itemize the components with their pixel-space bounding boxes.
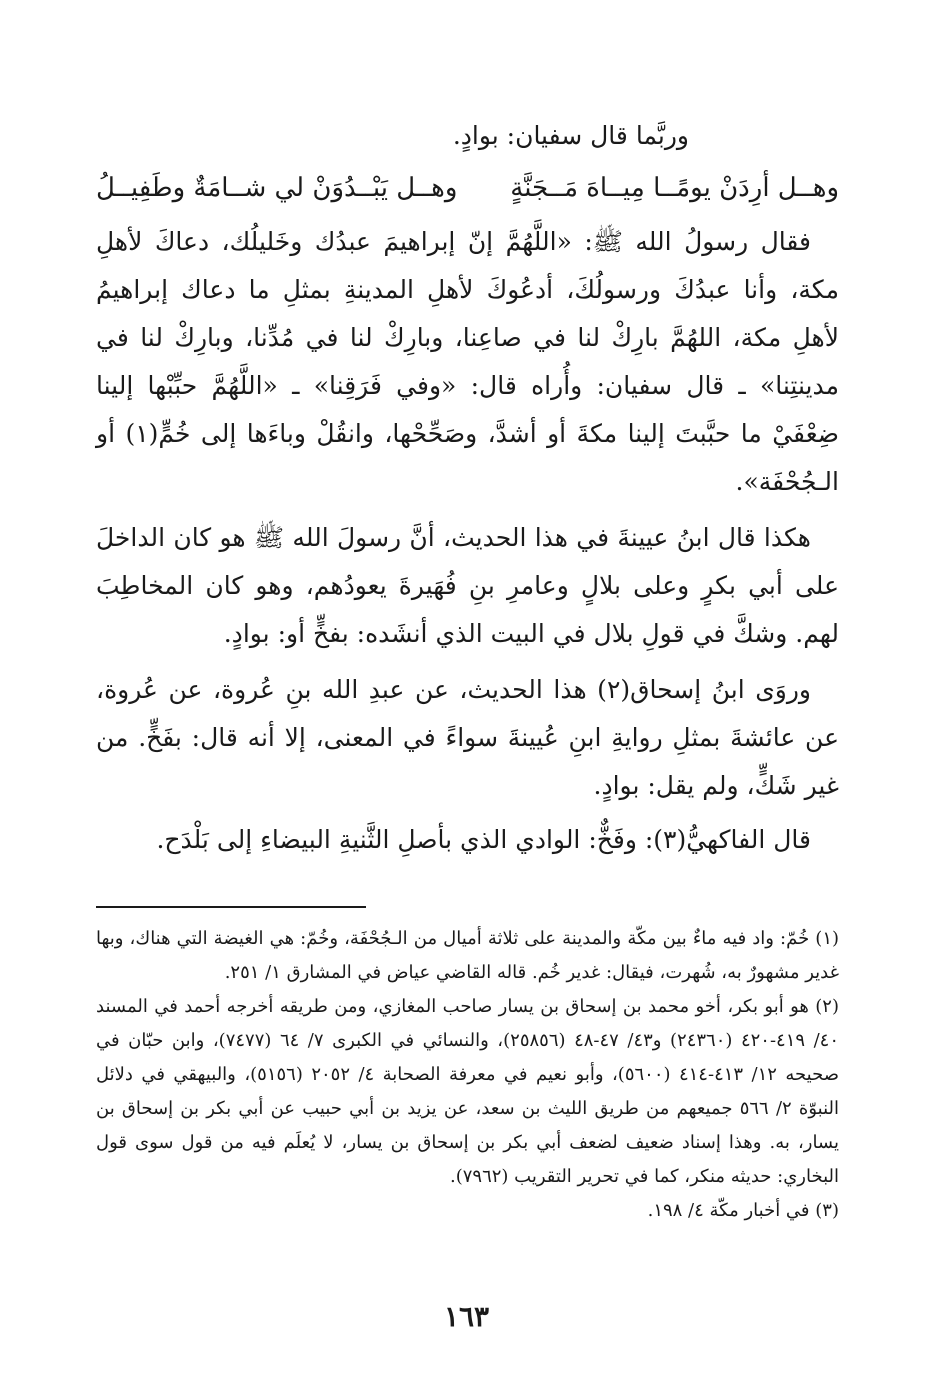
verse-second-hemistich: وهــل يَبْــدُوَنْ لي شــامَةٌ وطَفِيــلُ bbox=[96, 173, 458, 203]
paragraph: فقال رسولُ الله ﷺ: «اللَّهُمَّ إنّ إبراهيمَ عبدُك وخَليلُك، دعاكَ لأهلِ مكة، وأنا عبدُكَ ورسولُكَ، أدعُوكَ لأهلِ المدينةِ بمثلِ ما دعاك إبراهيمُ لأهلِ مكة، اللهُمَّ بارِكْ لنا في صاعِنا، وبارِكْ لنا في مُدِّنا، وبارِكْ لنا في مدينتِنا» ـ قال سفيان: وأُراه قال: «وفي فَرَقِنا» ـ «اللَّهُمَّ حبِّبْها إلينا ضِعْفَيْ ما حبَّبتَ إلينا مكةَ أو أشدَّ، وصَحِّحْها، وانقُلْ وباءَها إلى خُمٍّ(١) أو الـجُحْفَة». bbox=[96, 227, 839, 496]
page-number: ١٦٣ bbox=[443, 1300, 490, 1333]
footnote: (٢) هو أبو بكر، أخو محمد بن إسحاق بن يسار صاحب المغازي، ومن طريقه أخرجه أحمد في المسند ٤٠/ ٤١٩-٤٢٠ (٢٤٣٦٠) و٤٣/ ٤٧-٤٨ (٢٥٨٥٦)، والنسائي في الكبرى ٧/ ٦٤ (٧٤٧٧)، وابن حبّان في صحيحه ١٢/ ٤١٣-٤١٤ (٥٦٠٠)، وأبو نعيم في معرفة الصحابة ٤/ ٢٠٥٢ (٥١٥٦)، والبيهقي في دلائل النبوّة ٢/ ٥٦٦ جميعهم من طريق الليث بن سعد، عن يزيد بن أبي حبيب عن أبي بكر بن إسحاق بن يسار، به. وهذا إسناد ضعيف لضعف أبي بكر بن إسحاق بن يسار، لا يُعلَم فيه من قول سوى قول البخاري: حديثه منكر، كما في تحرير التقريب (٧٩٦٢). bbox=[96, 996, 840, 1187]
footnote: (٣) في أخبار مكّة ٤/ ١٩٨. bbox=[647, 1200, 839, 1221]
paragraph-last-line: قال الفاكهيُّ(٣): وفَخٌّ: الوادي الذي بأصلِ الثَّنيةِ البيضاءِ إلى بَلْدَح. bbox=[156, 825, 811, 854]
main-text bbox=[96, 112, 839, 864]
paragraph: وروَى ابنُ إسحاق(٢) هذا الحديث، عن عبدِ الله بنِ عُروة، عن عُروة، عن عائشةَ بمثلِ روايةِ ابنِ عُيينةَ سواءً في المعنى، إلا أنه قال: بفَخٍّ. من غير شَكٍّ، ولم يقل: بوادٍ. bbox=[96, 675, 839, 800]
footnotes bbox=[96, 922, 839, 1228]
footnote-separator bbox=[96, 906, 366, 908]
intro-line: وربَّما قال سفيان: بوادٍ. bbox=[452, 121, 689, 150]
poetry-verse bbox=[96, 164, 839, 212]
footnote: (١) خُمّ: واد فيه ماءٌ بين مكّة والمدينة على ثلاثة أميال من الـجُحْفَة، وخُمّ: هي الغيضة التي هناك، وبها غدير مشهورٌ به، شُهرت، فيقال: غدير خُم. قاله القاضي عياض في المشارق ١/ ٢٥١. bbox=[96, 928, 840, 983]
paragraph: هكذا قال ابنُ عيينةَ في هذا الحديث، أنَّ رسولَ الله ﷺ هو كان الداخلَ على أبي بكرٍ وعلى بلالٍ وعامرِ بنِ فُهَيرةَ يعودُهم، وهو كان المخاطِبَ لهم. وشكَّ في قولِ بلال في البيت الذي أنشَده: بفخٍّ أو: بوادٍ. bbox=[96, 523, 839, 648]
verse-first-hemistich: وهــل أرِدَنْ يومًــا مِيــاهَ مَــجَنَّةٍ bbox=[510, 173, 839, 203]
